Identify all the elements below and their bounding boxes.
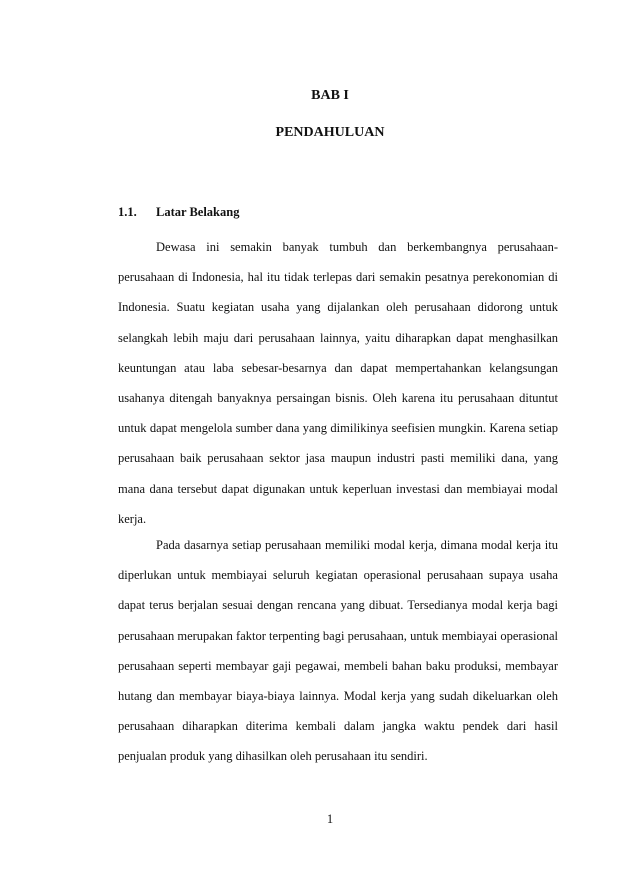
section-heading: [118, 205, 239, 220]
section-title: Latar Belakang: [156, 205, 240, 219]
section-number: 1.1.: [118, 205, 137, 219]
chapter-heading: BAB I: [311, 88, 349, 103]
chapter-title: PENDAHULUAN: [275, 125, 385, 140]
paragraph-1: Dewasa ini semakin banyak tumbuh dan berkembangnya perusahaan-perusahaan di Indonesia, hal itu tidak terlepas dari semakin pesatnya perekonomian di Indonesia. Suatu kegiatan usaha yang dijalankan oleh perusahaan didorong untuk selangkah lebih maju dari perusahaan lainnya, yaitu diharapkan dapat menghasilkan keuntungan atau laba sebesar-besarnya dan dapat mempertahankan kelangsungan usahanya ditengah banyaknya persaingan bisnis. Oleh karena itu perusahaan dituntut untuk dapat mengelola sumber dana yang dimilikinya seefisien mungkin. Karena setiap perusahaan baik perusahaan sektor jasa maupun industri pasti memiliki dana, yang mana dana tersebut dapat digunakan untuk keperluan investasi dan membiayai modal kerja.: [118, 240, 558, 526]
page-number: 1: [326, 812, 334, 826]
paragraph-2: Pada dasarnya setiap perusahaan memiliki modal kerja, dimana modal kerja itu diperlukan untuk membiayai seluruh kegiatan operasional perusahaan supaya usaha dapat terus berjalan sesuai dengan rencana yang dibuat. Tersedianya modal kerja bagi perusahaan merupakan faktor terpenting bagi perusahaan, untuk membiayai operasional perusahaan seperti membayar gaji pegawai, membeli bahan baku produksi, membayar hutang dan membayar biaya-biaya lainnya. Modal kerja yang sudah dikeluarkan oleh perusahaan diharapkan diterima kembali dalam jangka waktu pendek dari hasil penjualan produk yang dihasilkan oleh perusahaan itu sendiri.: [118, 538, 558, 764]
